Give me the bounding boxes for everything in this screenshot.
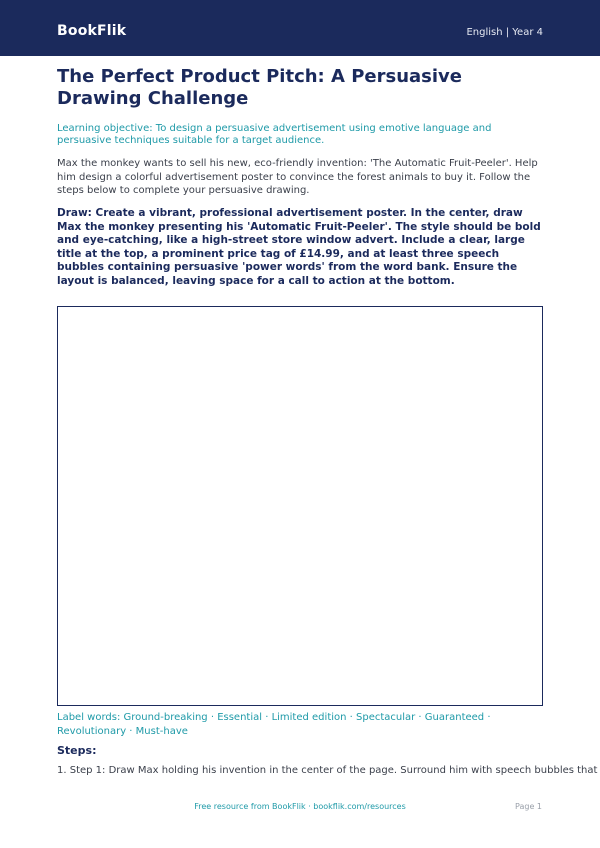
page-number: Page 1	[515, 802, 542, 811]
intro-paragraph: Max the monkey wants to sell his new, eco-friendly invention: 'The Automatic Fruit-Peeler'. Help him design a colorful advertisement poster to convince the forest animals to buy it. Follow the steps below to complete your persuasive drawing.	[57, 158, 538, 196]
subject-year: English | Year 4	[466, 27, 543, 38]
brand-logo[interactable]: BookFlik	[57, 23, 127, 39]
drawing-area[interactable]	[57, 306, 543, 706]
label-words: Label words: Ground-breaking · Essential · Limited edition · Spectacular · Guaranteed · Revolutionary · Must-have	[57, 712, 491, 737]
step-item: 1. Step 1: Draw Max holding his invention in the center of the page. Surround him with speech bubbles that	[57, 765, 598, 776]
footer-credit[interactable]: Free resource from BookFlik · bookflik.com/resources	[194, 802, 406, 811]
steps-heading: Steps:	[57, 744, 97, 757]
page-title: The Perfect Product Pitch: A Persuasive Drawing Challenge	[57, 66, 462, 109]
learning-objective: Learning objective: To design a persuasive advertisement using emotive language and persuasive techniques suitable for a target audience.	[57, 123, 492, 146]
draw-instruction: Draw: Create a vibrant, professional advertisement poster. In the center, draw Max the monkey presenting his 'Automatic Fruit-Peeler'. The style should be bold and eye-catching, like a high-street store window advert. Include a clear, large title at the top, a prominent price tag of £14.99, and at least three speech bubbles containing persuasive 'power words' from the word bank. Ensure the layout is balanced, leaving space for a call to action at the bottom.	[57, 207, 541, 287]
header-bar	[0, 0, 600, 56]
